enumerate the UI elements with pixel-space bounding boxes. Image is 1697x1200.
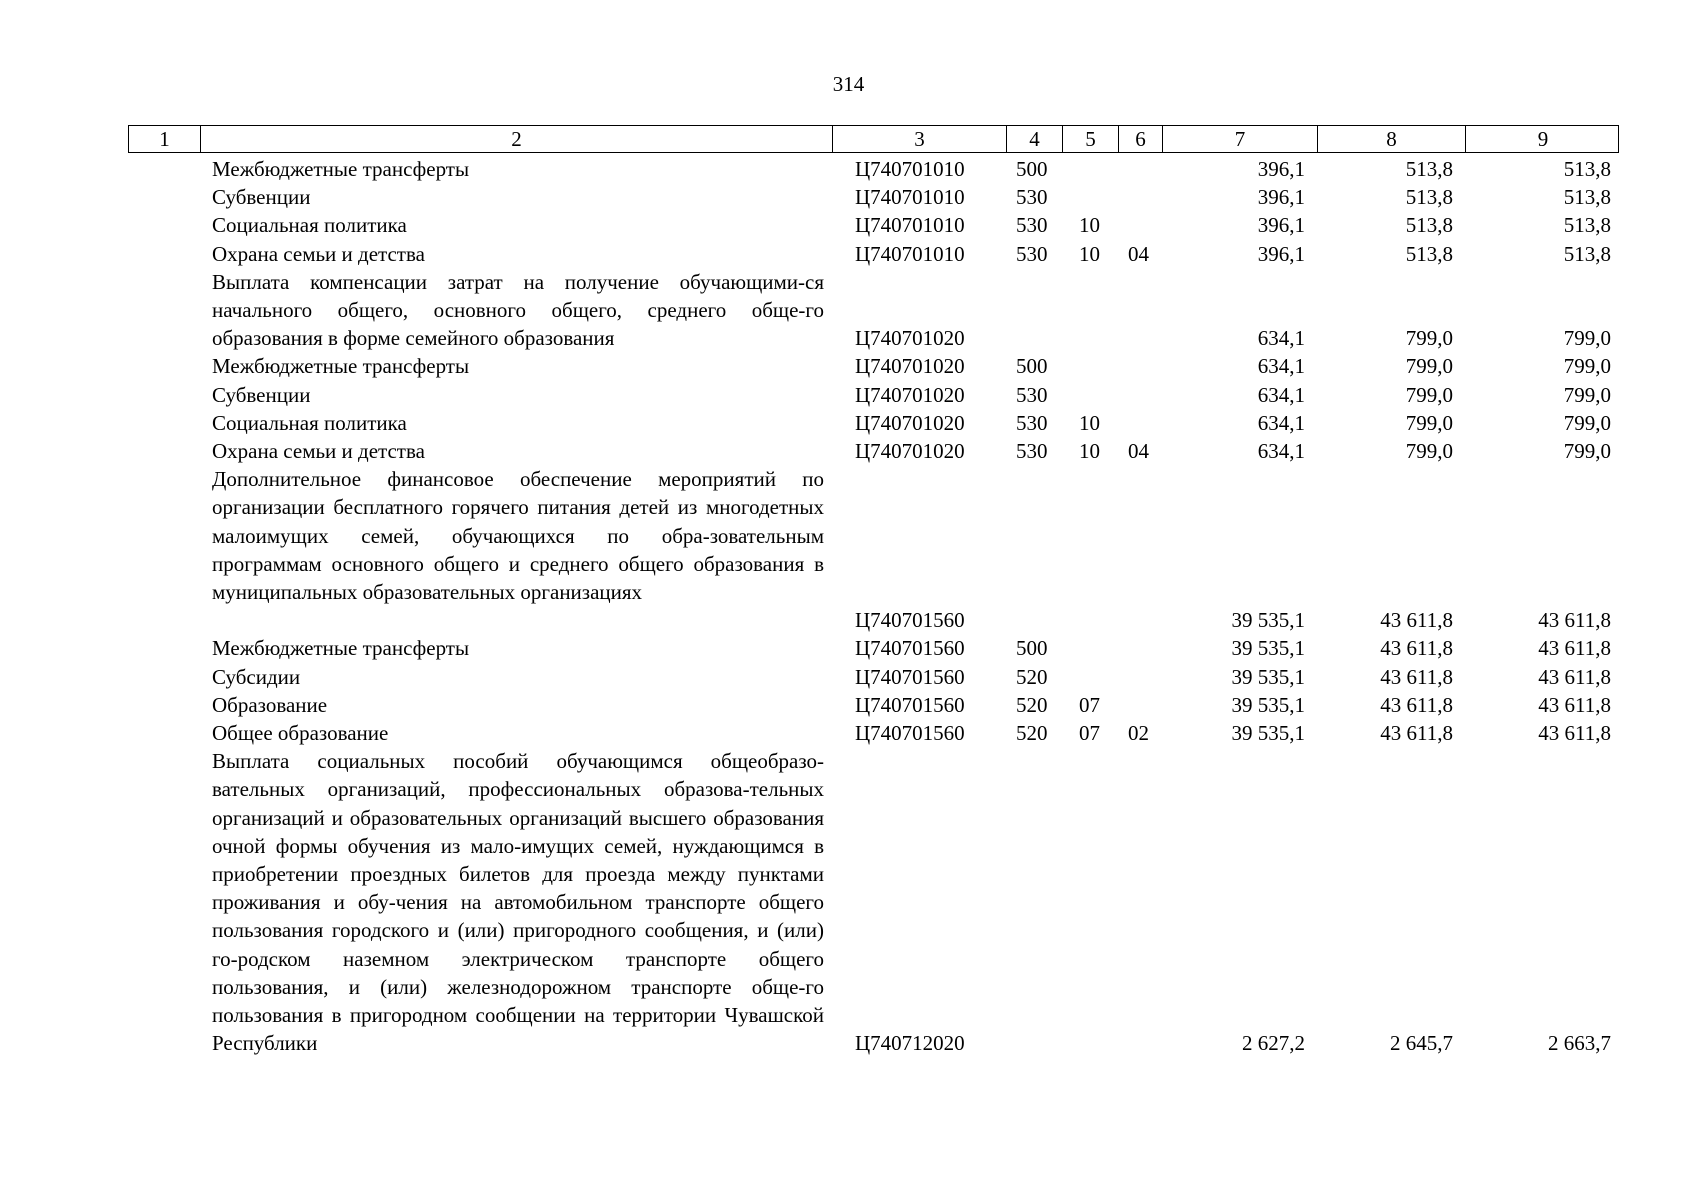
row-value-7: 396,1 bbox=[1257, 213, 1305, 238]
table-row bbox=[0, 747, 1697, 1057]
row-col-4: 520 bbox=[1016, 692, 1048, 717]
row-col-4: 530 bbox=[1016, 382, 1048, 407]
table-row bbox=[0, 691, 1697, 719]
row-value-7: 39 535,1 bbox=[1231, 692, 1305, 717]
table-row bbox=[0, 465, 1697, 634]
table-row bbox=[0, 211, 1697, 239]
row-col-4: 520 bbox=[1016, 664, 1048, 689]
table-row bbox=[0, 634, 1697, 662]
row-description: Общее образование bbox=[212, 721, 389, 745]
table-header bbox=[128, 125, 1619, 153]
row-description: Дополнительное финансовое обеспечение мероприятий по организации бесплатного горячего питания детей из многодетных малоимущих семей, обучающихся по обра-зовательным программам основного общего и среднего общего образования в муниципальных образовательных организациях bbox=[212, 467, 824, 604]
header-col-5: 5 bbox=[1063, 126, 1119, 152]
row-value-7: 39 535,1 bbox=[1231, 636, 1305, 661]
row-description: Социальная политика bbox=[212, 410, 407, 435]
row-description: Охрана семьи и детства bbox=[212, 241, 425, 266]
row-description: Межбюджетные трансферты bbox=[212, 157, 470, 181]
row-value-9: 43 611,8 bbox=[1538, 608, 1611, 633]
row-description: Охрана семьи и детства bbox=[212, 439, 425, 463]
row-col-6: 04 bbox=[1128, 241, 1149, 266]
row-value-7: 396,1 bbox=[1257, 156, 1305, 181]
table-row bbox=[0, 352, 1697, 380]
row-code: Ц740701020 bbox=[855, 438, 965, 463]
row-code: Ц740701010 bbox=[855, 156, 965, 181]
row-value-7: 634,1 bbox=[1257, 382, 1305, 407]
row-value-9: 799,0 bbox=[1563, 410, 1611, 435]
row-col-4: 530 bbox=[1016, 410, 1048, 435]
row-code: Ц740701560 bbox=[855, 692, 965, 717]
header-col-2: 2 bbox=[201, 126, 833, 152]
row-code: Ц740701010 bbox=[855, 241, 965, 266]
row-code: Ц740701020 bbox=[855, 326, 965, 351]
row-value-9: 43 611,8 bbox=[1538, 664, 1611, 689]
row-value-7: 396,1 bbox=[1257, 185, 1305, 210]
row-value-7: 396,1 bbox=[1257, 241, 1305, 266]
row-value-9: 43 611,8 bbox=[1538, 692, 1611, 717]
row-col-5: 10 bbox=[1079, 213, 1100, 238]
row-value-8: 799,0 bbox=[1405, 410, 1453, 435]
row-description: Социальная политика bbox=[212, 213, 407, 238]
row-value-9: 43 611,8 bbox=[1538, 636, 1611, 661]
row-value-9: 513,8 bbox=[1563, 213, 1611, 238]
row-code: Ц740701010 bbox=[855, 213, 965, 238]
row-value-9: 799,0 bbox=[1563, 438, 1611, 463]
table-row bbox=[0, 155, 1697, 183]
table-row bbox=[0, 381, 1697, 409]
row-value-7: 634,1 bbox=[1257, 326, 1305, 351]
row-col-4: 530 bbox=[1016, 241, 1048, 266]
row-value-7: 634,1 bbox=[1257, 354, 1305, 379]
row-value-8: 43 611,8 bbox=[1380, 664, 1453, 689]
row-value-9: 799,0 bbox=[1563, 326, 1611, 351]
row-value-8: 513,8 bbox=[1405, 241, 1453, 266]
row-value-9: 513,8 bbox=[1563, 185, 1611, 210]
header-col-9: 9 bbox=[1537, 127, 1549, 151]
page-number: 314 bbox=[832, 72, 865, 96]
table-row bbox=[0, 268, 1697, 353]
row-col-6: 02 bbox=[1128, 720, 1149, 745]
header-col-6: 6 bbox=[1119, 126, 1163, 152]
row-description: Субсидии bbox=[212, 664, 301, 689]
row-value-9: 513,8 bbox=[1563, 241, 1611, 266]
row-value-8: 43 611,8 bbox=[1380, 608, 1453, 633]
row-description: Субвенции bbox=[212, 382, 311, 407]
header-col-4: 4 bbox=[1007, 126, 1063, 152]
row-value-7: 634,1 bbox=[1257, 438, 1305, 463]
row-col-5: 10 bbox=[1079, 410, 1100, 435]
row-value-7: 39 535,1 bbox=[1231, 664, 1305, 689]
row-description: Межбюджетные трансферты bbox=[212, 636, 470, 661]
row-value-7: 634,1 bbox=[1257, 410, 1305, 435]
row-value-7: 39 535,1 bbox=[1231, 608, 1305, 633]
row-value-9: 513,8 bbox=[1563, 156, 1611, 181]
header-col-7: 7 bbox=[1163, 126, 1318, 152]
row-value-9: 799,0 bbox=[1563, 354, 1611, 379]
row-code: Ц740701560 bbox=[855, 608, 965, 633]
row-value-8: 513,8 bbox=[1405, 213, 1453, 238]
row-value-8: 513,8 bbox=[1405, 156, 1453, 181]
table-row bbox=[0, 663, 1697, 691]
row-value-8: 2 645,7 bbox=[1390, 1031, 1453, 1056]
row-col-4: 530 bbox=[1016, 213, 1048, 238]
header-col-8: 8 bbox=[1318, 126, 1466, 152]
row-col-4: 500 bbox=[1016, 156, 1048, 181]
row-code: Ц740701560 bbox=[855, 636, 965, 661]
table-row bbox=[0, 409, 1697, 437]
row-description: Межбюджетные трансферты bbox=[212, 354, 470, 379]
row-value-8: 799,0 bbox=[1405, 382, 1453, 407]
row-col-5: 10 bbox=[1079, 241, 1100, 266]
row-value-8: 43 611,8 bbox=[1380, 692, 1453, 717]
row-col-4: 500 bbox=[1016, 354, 1048, 379]
row-code: Ц740701560 bbox=[855, 720, 965, 745]
row-col-4: 520 bbox=[1016, 720, 1048, 745]
row-code: Ц740701560 bbox=[855, 664, 965, 689]
row-code: Ц740701010 bbox=[855, 185, 965, 210]
row-col-5: 10 bbox=[1079, 438, 1100, 463]
row-code: Ц740712020 bbox=[855, 1031, 965, 1056]
row-value-7: 2 627,2 bbox=[1242, 1031, 1305, 1056]
row-value-8: 513,8 bbox=[1405, 185, 1453, 210]
table-row bbox=[0, 240, 1697, 268]
row-value-8: 799,0 bbox=[1405, 438, 1453, 463]
row-description: Выплата компенсации затрат на получение обучающими-ся начального общего, основного общего, среднего обще-го образования в форме семейного образования bbox=[212, 269, 824, 351]
row-col-4: 500 bbox=[1016, 636, 1048, 661]
header-col-3: 3 bbox=[833, 126, 1007, 152]
row-col-5: 07 bbox=[1079, 720, 1100, 745]
row-value-8: 799,0 bbox=[1405, 326, 1453, 351]
row-value-9: 2 663,7 bbox=[1548, 1031, 1611, 1056]
row-value-7: 39 535,1 bbox=[1231, 720, 1305, 745]
row-value-8: 43 611,8 bbox=[1380, 720, 1453, 745]
row-col-5: 07 bbox=[1079, 692, 1100, 717]
row-code: Ц740701020 bbox=[855, 382, 965, 407]
table-row bbox=[0, 183, 1697, 211]
row-col-4: 530 bbox=[1016, 185, 1048, 210]
row-col-4: 530 bbox=[1016, 438, 1048, 463]
row-value-8: 43 611,8 bbox=[1380, 636, 1453, 661]
header-col-1: 1 bbox=[129, 126, 201, 152]
row-description: Выплата социальных пособий обучающимся общеобразо-вательных организаций, профессиональных образова-тельных организаций и образовательных организаций высшего образования очной формы обучения из мало-имущих семей, нуждающимся в приобретении проездных билетов для проезда между пунктами проживания и обу-чения на автомобильном транспорте общего пользования городского и (или) пригородного сообщения, и (или) го-родском наземном электрическом транспорте общего пользования, и (или) железнодорожном транспорте обще-го пользования в пригородном сообщении на территории Чувашской Республики bbox=[212, 749, 824, 1056]
row-value-9: 43 611,8 bbox=[1538, 720, 1611, 745]
row-col-6: 04 bbox=[1128, 438, 1149, 463]
table-row bbox=[0, 719, 1697, 747]
row-value-9: 799,0 bbox=[1563, 382, 1611, 407]
table-row bbox=[0, 437, 1697, 465]
row-code: Ц740701020 bbox=[855, 410, 965, 435]
row-code: Ц740701020 bbox=[855, 354, 965, 379]
row-value-8: 799,0 bbox=[1405, 354, 1453, 379]
row-description: Образование bbox=[212, 692, 328, 717]
row-description: Субвенции bbox=[212, 185, 311, 210]
